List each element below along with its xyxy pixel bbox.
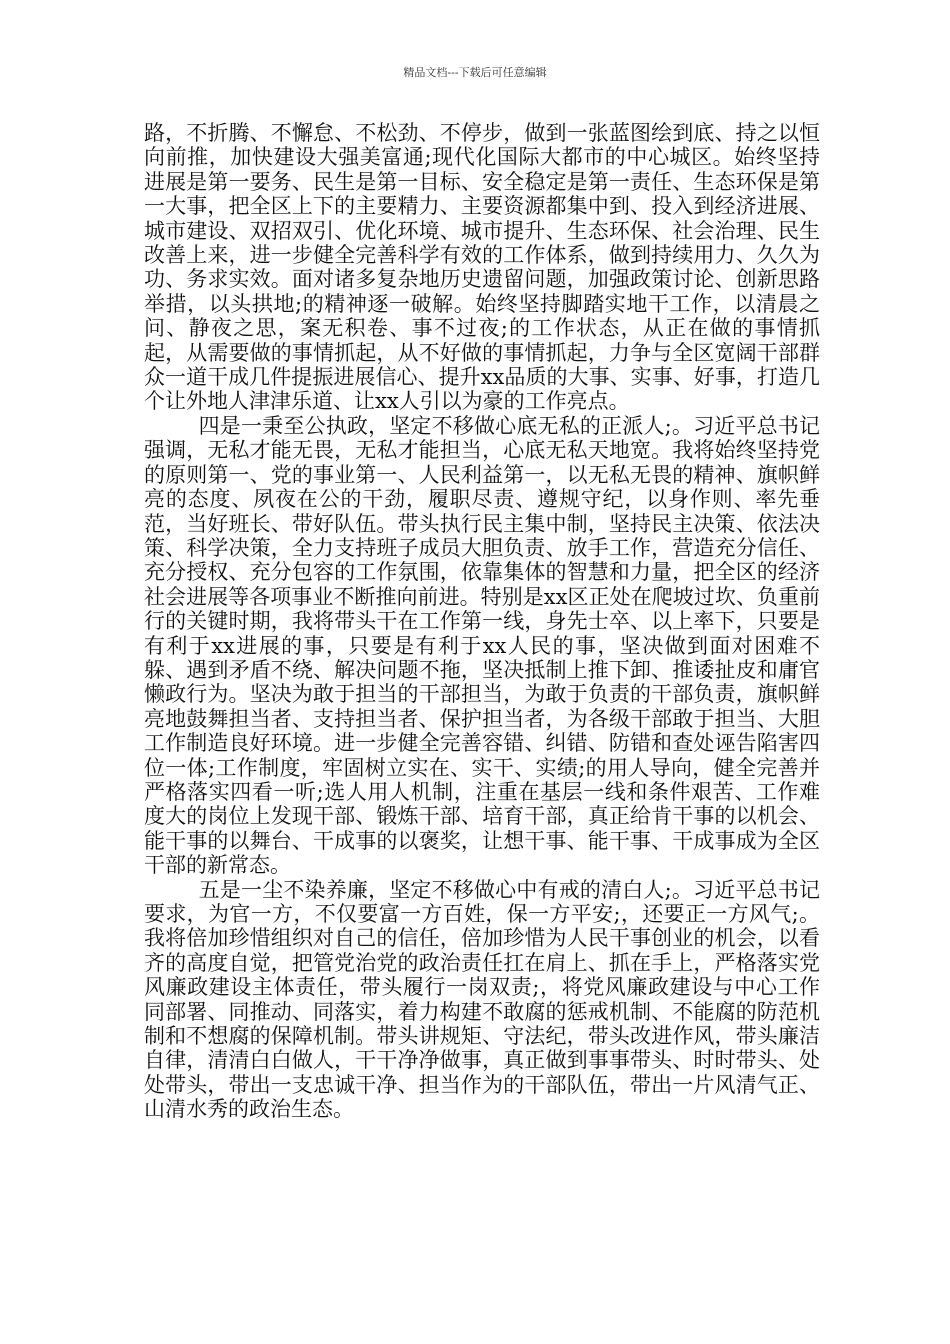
page-header: 精品文档---下载后可任意编辑 <box>403 66 547 79</box>
paragraph-point-five: 五是一尘不染养廉，坚定不移做心中有戒的清白人;。习近平总书记要求，为官一方，不仅要富一方百姓，保一方平安;，还要正一方风气;。我将倍加珍惜组织对自己的信任，倍加珍惜为人民干事创业的机会，以看齐的高度自觉，把管党治党的政治责任扛在肩上、抓在手上，严格落实党风廉政建设主体责任，带头履行一岗双责;，将党风廉政建设与中心工作同部署、同推动、同落实，着力构建不敢腐的惩戒机制、不能腐的防范机制和不想腐的保障机制。带头讲规矩、守法纪，带头改进作风，带头廉洁自律，清清白白做人，干干净净做事，真正做到事事带头、时时带头、处处带头，带出一支忠诚干净、担当作为的干部队伍，带出一片风清气正、山清水秀的政治生态。 <box>144 877 820 1122</box>
paragraph-continuation: 路，不折腾、不懈怠、不松劲、不停步，做到一张蓝图绘到底、持之以恒向前推，加快建设大强美富通;现代化国际大都市的中心城区。始终坚持进展是第一要务、民生是第一目标、安全稳定是第一责任、生态环保是第一大事，把全区上下的主要精力、主要资源都集中到、投入到经济进展、城市建设、双招双引、优化环境、城市提升、生态环保、社会治理、民生改善上来，进一步健全完善科学有效的工作体系，做到持续用力、久久为功、务求实效。面对诸多复杂地历史遗留问题，加强政策讨论、创新思路举措，以头拱地;的精神逐一破解。始终坚持脚踏实地干工作，以清晨之问、静夜之思，案无积卷、事不过夜;的工作状态，从正在做的事情抓起，从需要做的事情抓起，从不好做的事情抓起，力争与全区宽阔干部群众一道干成几件提振进展信心、提升xx品质的大事、实事、好事，打造几个让外地人津津乐道、让xx人引以为豪的工作亮点。 <box>144 121 820 414</box>
document-body <box>144 121 820 1122</box>
paragraph-point-four: 四是一秉至公执政，坚定不移做心底无私的正派人;。习近平总书记强调，无私才能无畏，无私才能担当，心底无私天地宽。我将始终坚持党的原则第一、党的事业第一、人民利益第一，以无私无畏的精神、旗帜鲜亮的态度、夙夜在公的干劲，履职尽责、遵规守纪，以身作则、率先垂范，当好班长、带好队伍。带头执行民主集中制，坚持民主决策、依法决策、科学决策，全力支持班子成员大胆负责、放手工作，营造充分信任、充分授权、充分包容的工作氛围，依靠集体的智慧和力量，把全区的经济社会进展等各项事业不断推向前进。特别是xx区正处在爬坡过坎、负重前行的关键时期，我将带头干在工作第一线，身先士卒、以上率下，只要是有利于xx进展的事，只要是有利于xx人民的事，坚决做到面对困难不躲、遇到矛盾不绕、解决问题不拖，坚决抵制上推下卸、推诿扯皮和庸官懒政行为。坚决为敢于担当的干部担当，为敢于负责的干部负责，旗帜鲜亮地鼓舞担当者、支持担当者、保护担当者，为各级干部敢于担当、大胆工作制造良好环境。进一步健全完善容错、纠错、防错和查处诬告陷害四位一体;工作制度，牢固树立实在、实干、实绩;的用人导向，健全完善并严格落实四看一听;选人用人机制，注重在基层一线和条件艰苦、工作难度大的岗位上发现干部、锻炼干部、培育干部，真正给肯干事的以机会、能干事的以舞台、干成事的以褒奖，让想干事、能干事、干成事成为全区干部的新常态。 <box>144 413 820 878</box>
